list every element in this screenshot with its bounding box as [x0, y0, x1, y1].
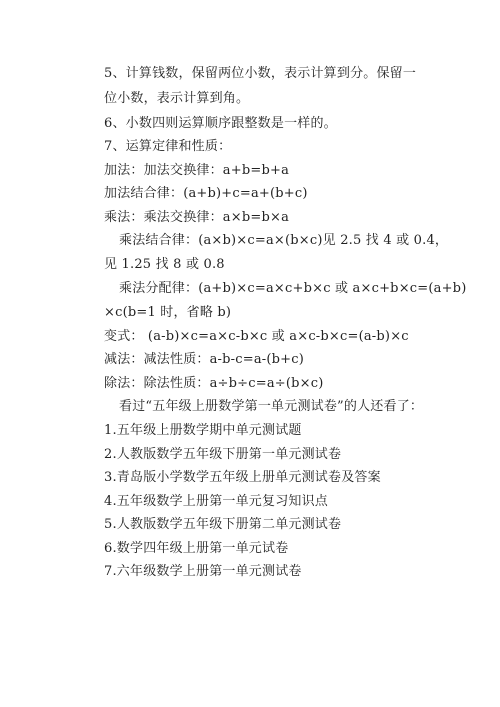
related-article-link[interactable]: 1.五年级上册数学期中单元测试题 — [104, 423, 302, 438]
paragraph-6: 6、小数四则运算顺序跟整数是一样的。 — [104, 116, 337, 131]
addition-commutative-law: 加法：加法交换律：a+b=b+a — [104, 163, 290, 178]
related-article-link[interactable]: 5.人教版数学五年级下册第二单元测试卷 — [104, 517, 342, 532]
related-articles-heading: 看过“五年级上册数学第一单元测试卷”的人还看了： — [119, 399, 424, 414]
subtraction-property: 减法：减法性质：a-b-c=a-(b+c) — [104, 352, 305, 367]
related-article-link[interactable]: 7.六年级数学上册第一单元测试卷 — [104, 564, 302, 579]
multiplication-commutative-law: 乘法：乘法交换律：a×b=b×a — [104, 210, 290, 225]
variant-formula: 变式： (a-b)×c=a×c-b×c 或 a×c-b×c=(a-b)×c — [104, 329, 409, 344]
division-property: 除法：除法性质：a÷b÷c=a÷(b×c) — [104, 376, 324, 391]
paragraph-5-line-1: 5、计算钱数，保留两位小数，表示计算到分。保留一 — [104, 66, 417, 81]
addition-associative-law: 加法结合律：(a+b)+c=a+(b+c) — [104, 186, 308, 201]
related-article-link[interactable]: 3.青岛版小学数学五年级上册单元测试卷及答案 — [104, 470, 381, 485]
related-article-link[interactable]: 4.五年级数学上册第一单元复习知识点 — [104, 494, 329, 509]
multiplication-distributive-law-line-2: ×c(b=1 时，省略 b) — [104, 305, 232, 320]
paragraph-5-line-2: 位小数，表示计算到角。 — [104, 91, 250, 106]
multiplication-associative-law-line-1: 乘法结合律：(a×b)×c=a×(b×c)见 2.5 找 4 或 0.4， — [119, 233, 449, 248]
related-article-link[interactable]: 2.人教版数学五年级下册第一单元测试卷 — [104, 447, 342, 462]
related-article-link[interactable]: 6.数学四年级上册第一单元试卷 — [104, 541, 289, 556]
paragraph-7: 7、运算定律和性质： — [104, 139, 232, 154]
multiplication-associative-law-line-2: 见 1.25 找 8 或 0.8 — [104, 257, 225, 272]
multiplication-distributive-law-line-1: 乘法分配律：(a+b)×c=a×c+b×c 或 a×c+b×c=(a+b) — [119, 281, 467, 296]
